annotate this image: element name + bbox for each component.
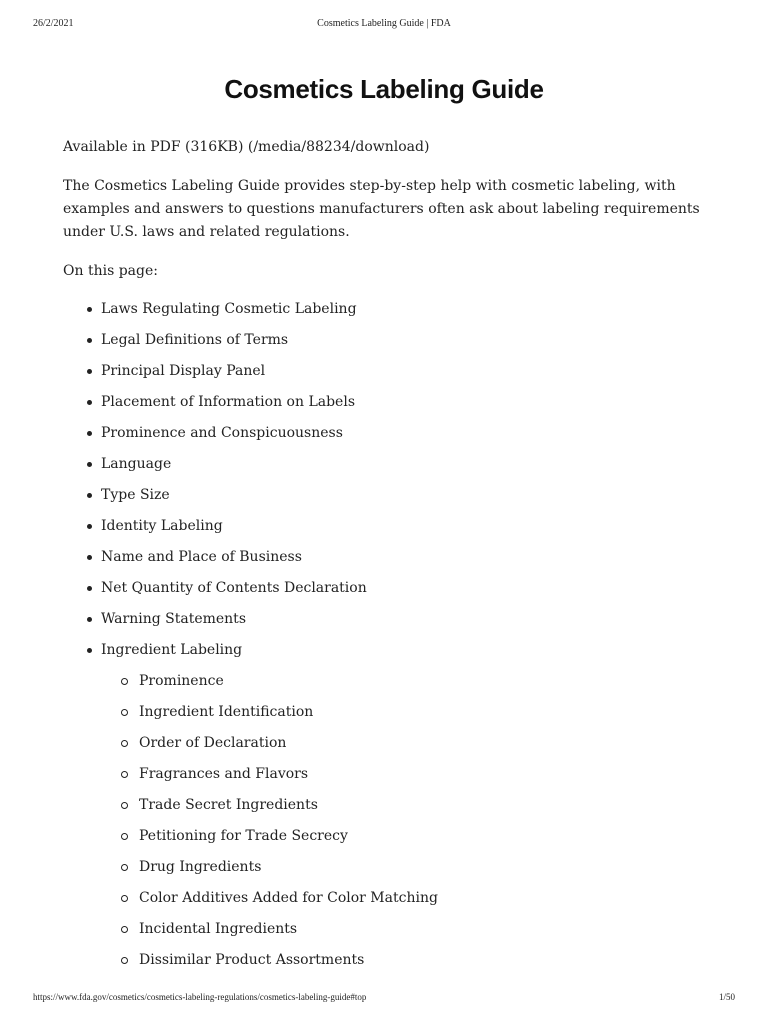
toc-item (63, 360, 713, 391)
on-this-page-label: On this page: (63, 263, 158, 279)
subtoc-item (63, 701, 713, 732)
toc-link-net-quantity[interactable]: Net Quantity of Contents Declaration (101, 580, 367, 596)
page-title: Cosmetics Labeling Guide (224, 74, 544, 104)
toc-link-laws[interactable]: Laws Regulating Cosmetic Labeling (101, 301, 357, 317)
toc-link-principal-display-panel[interactable]: Principal Display Panel (101, 363, 266, 379)
print-url: https://www.fda.gov/cosmetics/cosmetics-labeling-regulations/cosmetics-labeling-guide#top (33, 992, 367, 1002)
toc-item (63, 639, 713, 670)
toc-link-ingredient-labeling[interactable]: Ingredient Labeling (101, 642, 243, 658)
page-number: 1/50 (718, 992, 735, 1002)
ingredient-subtoc (63, 670, 713, 980)
toc-link-type-size[interactable]: Type Size (101, 487, 170, 503)
subtoc-link-ingredient-identification[interactable]: Ingredient Identification (139, 704, 314, 720)
subtoc-item (63, 732, 713, 763)
subtoc-item (63, 794, 713, 825)
toc-item (63, 546, 713, 577)
toc-link-name-place-business[interactable]: Name and Place of Business (101, 549, 302, 565)
toc-link-language[interactable]: Language (101, 456, 172, 472)
print-page-title: Cosmetics Labeling Guide | FDA (317, 18, 451, 29)
subtoc-item (63, 887, 713, 918)
pdf-download-line (63, 136, 713, 159)
main-content (63, 136, 713, 980)
subtoc-link-prominence[interactable]: Prominence (139, 673, 224, 689)
toc-link-identity-labeling[interactable]: Identity Labeling (101, 518, 223, 534)
toc-link-placement[interactable]: Placement of Information on Labels (101, 394, 356, 410)
toc-item (63, 484, 713, 515)
toc-link-prominence-conspicuousness[interactable]: Prominence and Conspicuousness (101, 425, 343, 441)
print-footer (0, 992, 768, 1006)
subtoc-link-color-additives[interactable]: Color Additives Added for Color Matching (139, 890, 438, 906)
intro-paragraph: The Cosmetics Labeling Guide provides step-by-step help with cosmetic labeling, with examples and answers to questions manufacturers often ask about labeling requirements under U.S. laws and related regulations. (63, 178, 700, 240)
subtoc-item (63, 670, 713, 701)
subtoc-item (63, 825, 713, 856)
toc-item (63, 453, 713, 484)
toc-link-warning-statements[interactable]: Warning Statements (101, 611, 246, 627)
subtoc-link-petitioning[interactable]: Petitioning for Trade Secrecy (139, 828, 348, 844)
toc-item (63, 422, 713, 453)
toc-item (63, 515, 713, 546)
subtoc-link-fragrances-flavors[interactable]: Fragrances and Flavors (139, 766, 309, 782)
toc-item (63, 608, 713, 639)
toc-item (63, 298, 713, 329)
subtoc-link-trade-secret[interactable]: Trade Secret Ingredients (139, 797, 318, 813)
subtoc-item (63, 856, 713, 887)
pdf-download-link[interactable]: Available in PDF (316KB) (/media/88234/download) (63, 139, 430, 155)
subtoc-link-order-declaration[interactable]: Order of Declaration (139, 735, 287, 751)
subtoc-link-dissimilar-assortments[interactable]: Dissimilar Product Assortments (139, 952, 365, 968)
toc-item (63, 391, 713, 422)
toc-link-definitions[interactable]: Legal Definitions of Terms (101, 332, 289, 348)
subtoc-item (63, 949, 713, 980)
print-date: 26/2/2021 (33, 18, 74, 29)
print-header (0, 18, 768, 32)
toc-item (63, 329, 713, 360)
subtoc-item (63, 918, 713, 949)
subtoc-link-incidental[interactable]: Incidental Ingredients (139, 921, 298, 937)
table-of-contents (63, 298, 713, 670)
toc-item (63, 577, 713, 608)
subtoc-item (63, 763, 713, 794)
subtoc-link-drug-ingredients[interactable]: Drug Ingredients (139, 859, 262, 875)
